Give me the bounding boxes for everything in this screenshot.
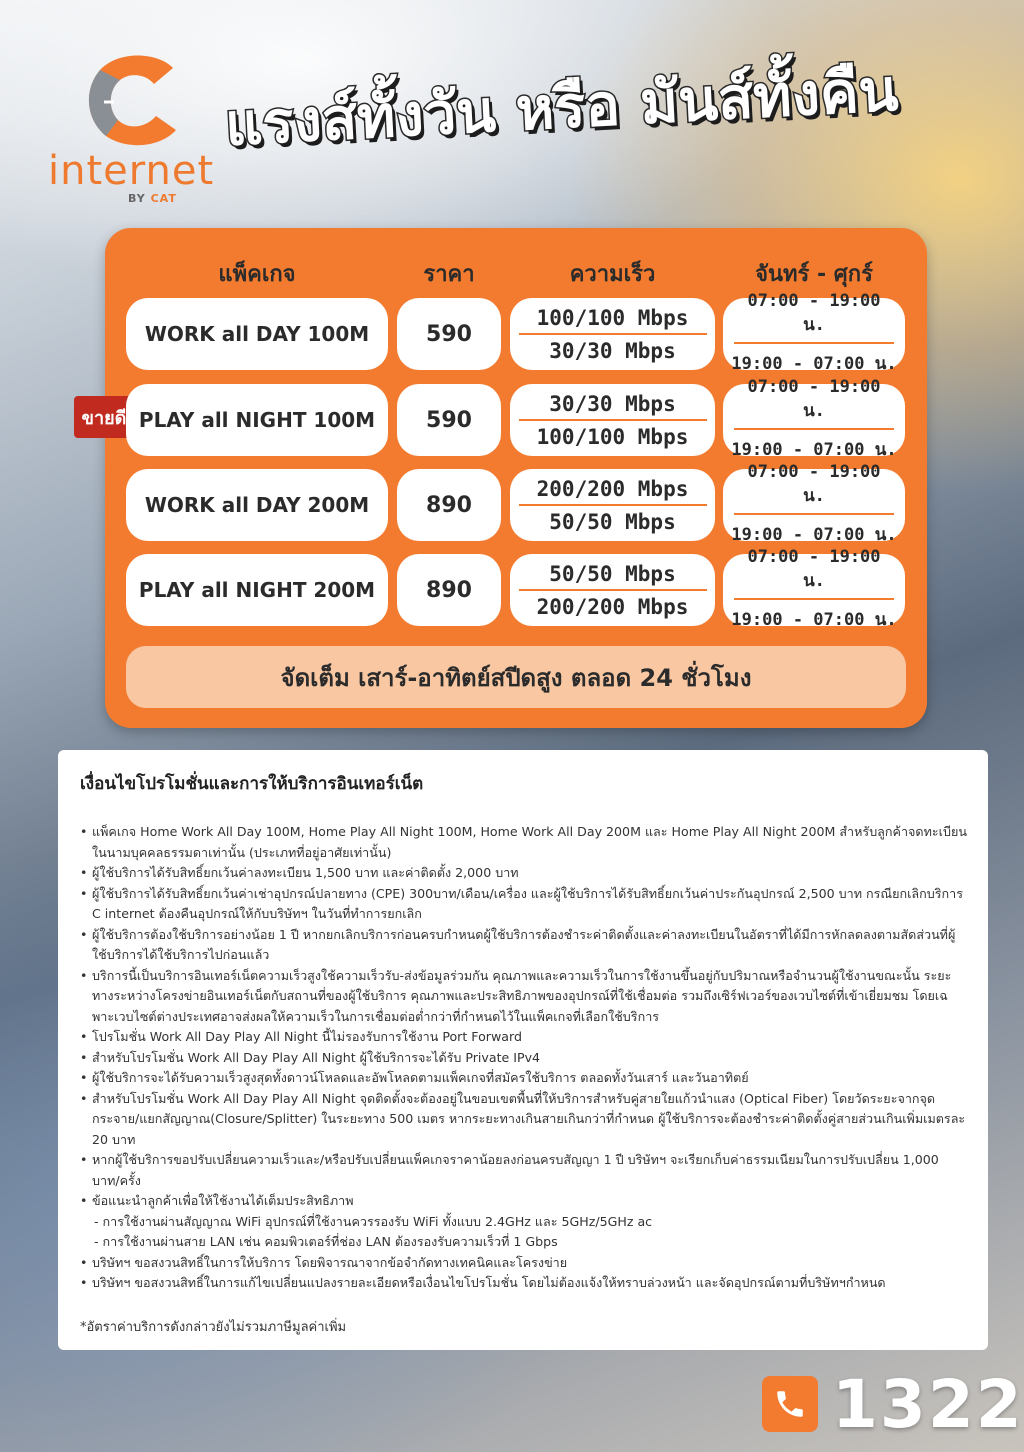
speed-day: 50/50 Mbps bbox=[519, 562, 707, 591]
package-name: PLAY all NIGHT 200M bbox=[126, 554, 388, 626]
terms-item: • สำหรับโปรโมชั่น Work All Day Play All Night ผู้ใช้บริการจะได้รับ Private IPv4 bbox=[80, 1048, 968, 1069]
brand-name: internet bbox=[48, 148, 215, 194]
terms-item: • ผู้ใช้บริการได้รับสิทธิ์ยกเว้นค่าลงทะเบียน 1,500 บาท และค่าติดตั้ง 2,000 บาท bbox=[80, 863, 968, 884]
package-speed bbox=[510, 554, 715, 626]
package-table bbox=[81, 228, 927, 728]
header-package: แพ็คเกจ bbox=[218, 262, 296, 287]
byline-company: CAT bbox=[150, 192, 177, 205]
speed-night: 30/30 Mbps bbox=[549, 338, 676, 363]
package-price: 590 bbox=[397, 384, 501, 456]
time-day: 07:00 - 19:00 น. bbox=[734, 291, 894, 344]
terms-sub-item: - การใช้งานผ่านสัญญาณ WiFi อุปกรณ์ที่ใช้งานควรรองรับ WiFi ทั้งแบบ 2.4GHz และ 5GHz/5GHz ac bbox=[94, 1213, 653, 1229]
package-speed bbox=[510, 298, 715, 370]
header-weekday: จันทร์ - ศุกร์ bbox=[755, 262, 873, 287]
terms-item: • สำหรับโปรโมชั่น Work All Day Play All Night จุดติดตั้งจะต้องอยู่ในขอบเขตพื้นที่ให้บริการสำหรับคู่สายใยแก้วนำแสง (Optical Fiber) โดยวัดระยะจากจุดกระจาย/แยกสัญญาณ(Closure/Splitter) ในระยะทาง 500 เมตร หากระยะทางเกินสายเกินกว่าที่กำหนด ผู้ใช้บริการจะต้องชำระค่าติดตั้งคู่สายส่วนเกินเพิ่มเมตรละ 20 บาท bbox=[80, 1089, 968, 1151]
time-day: 07:00 - 19:00 น. bbox=[734, 377, 894, 430]
terms-item: • ผู้ใช้บริการจะได้รับความเร็วสูงสุดทั้งดาวน์โหลดและอัพโหลดตามแพ็คเกจที่สมัครใช้บริการ ตลอดทั้งวันเสาร์ และวันอาทิตย์ bbox=[80, 1068, 968, 1089]
terms-list bbox=[80, 822, 968, 1294]
package-times bbox=[723, 291, 905, 374]
hotline[interactable] bbox=[762, 1365, 1024, 1443]
speed-night: 100/100 Mbps bbox=[536, 424, 689, 449]
terms-title: เงื่อนไขโปรโมชั่นและการให้บริการอินเทอร์เน็ต bbox=[80, 774, 424, 794]
terms-item: • ผู้ใช้บริการได้รับสิทธิ์ยกเว้นค่าเช่าอุปกรณ์ปลายทาง (CPE) 300บาท/เดือน/เครื่อง และผู้ใช้บริการได้รับสิทธิ์ยกเว้นค่าประกันอุปกรณ์ 2,500 บาท กรณียกเลิกบริการ C internet ต้องคืนอุปกรณ์ให้กับบริษัทฯ ในวันที่ทำการยกเลิก bbox=[80, 884, 968, 925]
terms-item: • แพ็คเกจ Home Work All Day 100M, Home Play All Night 100M, Home Work All Day 200M และ Home Play All Night 200M สำหรับลูกค้าจดทะเบียนในนามบุคคลธรรมดาเท่านั้น (ประเภทที่อยู่อาศัยเท่านั้น) bbox=[80, 822, 968, 863]
package-price: 590 bbox=[397, 298, 501, 370]
weekend-note: จัดเต็ม เสาร์-อาทิตย์สปีดสูง ตลอด 24 ชั่วโมง bbox=[126, 646, 906, 708]
terms-item: • ข้อแนะนำลูกค้าเพื่อให้ใช้งานได้เต็มประสิทธิภาพ bbox=[80, 1191, 968, 1212]
speed-day: 100/100 Mbps bbox=[519, 306, 707, 335]
package-name: PLAY all NIGHT 100M bbox=[126, 384, 388, 456]
terms-item: • ผู้ใช้บริการต้องใช้บริการอย่างน้อย 1 ปี หากยกเลิกบริการก่อนครบกำหนดผู้ใช้บริการต้องชำระค่าติดตั้งและค่าลงทะเบียนในอัตราที่ได้มีการหักลดลงตามสัดส่วนที่ผู้ใช้บริการได้ใช้บริการไปก่อนแล้ว bbox=[80, 925, 968, 966]
c-logo-icon bbox=[78, 50, 193, 150]
package-name: WORK all DAY 200M bbox=[126, 469, 388, 541]
terms-item: • โปรโมชั่น Work All Day Play All Night นี้ไม่รองรับการใช้งาน Port Forward bbox=[80, 1027, 968, 1048]
byline-prefix: BY bbox=[128, 192, 146, 205]
speed-night: 50/50 Mbps bbox=[549, 509, 676, 534]
vat-note: *อัตราค่าบริการดังกล่าวยังไม่รวมภาษีมูลค่าเพิ่ม bbox=[80, 1320, 347, 1335]
package-speed bbox=[510, 384, 715, 456]
bestseller-badge: ขายดี bbox=[74, 396, 134, 438]
package-price: 890 bbox=[397, 554, 501, 626]
phone-icon bbox=[762, 1376, 818, 1432]
terms-item: • บริษัทฯ ขอสงวนสิทธิ์ในการให้บริการ โดยพิจารณาจากข้อจำกัดทางเทคนิคและโครงข่าย bbox=[80, 1253, 968, 1274]
time-night: 19:00 - 07:00 น. bbox=[731, 525, 897, 545]
package-times bbox=[723, 377, 905, 460]
terms-sub-item: - การใช้งานผ่านสาย LAN เช่น คอมพิวเตอร์ที่ช่อง LAN ต้องรองรับความเร็วที่ 1 Gbps bbox=[94, 1234, 558, 1249]
header-speed: ความเร็ว bbox=[569, 262, 656, 287]
terms-item: • บริษัทฯ ขอสงวนสิทธิ์ในการแก้ไขเปลี่ยนแปลงรายละเอียดหรือเงื่อนไขโปรโมชั่น โดยไม่ต้องแจ้งให้ทราบล่วงหน้า และจัดอุปกรณ์ตามที่บริษัทฯกำหนด bbox=[80, 1273, 968, 1294]
package-times bbox=[723, 462, 905, 545]
brand-byline bbox=[128, 192, 177, 205]
terms-box bbox=[58, 750, 988, 1350]
speed-day: 30/30 Mbps bbox=[519, 392, 707, 421]
terms-item: • หากผู้ใช้บริการขอปรับเปลี่ยนความเร็วและ/หรือปรับเปลี่ยนแพ็คเกจราคาน้อยลงก่อนครบสัญญา 1 ปี บริษัทฯ จะเรียกเก็บค่าธรรมเนียมในการปรับเปลี่ยน 1,000 บาท/ครั้ง bbox=[80, 1150, 968, 1191]
hotline-number: 1322 bbox=[832, 1365, 1024, 1443]
time-day: 07:00 - 19:00 น. bbox=[734, 547, 894, 600]
headline: แรงส์ทั้งวัน หรือ มันส์ทั้งคืน bbox=[223, 55, 900, 159]
time-night: 19:00 - 07:00 น. bbox=[731, 354, 897, 374]
package-price: 890 bbox=[397, 469, 501, 541]
speed-night: 200/200 Mbps bbox=[536, 594, 689, 619]
time-night: 19:00 - 07:00 น. bbox=[731, 610, 897, 630]
package-times bbox=[723, 547, 905, 630]
package-speed bbox=[510, 469, 715, 541]
package-name: WORK all DAY 100M bbox=[126, 298, 388, 370]
time-night: 19:00 - 07:00 น. bbox=[731, 440, 897, 460]
header-price: ราคา bbox=[423, 262, 475, 287]
speed-day: 200/200 Mbps bbox=[519, 477, 707, 506]
time-day: 07:00 - 19:00 น. bbox=[734, 462, 894, 515]
terms-item: • บริการนี้เป็นบริการอินเทอร์เน็ตความเร็วสูงใช้ความเร็วรับ-ส่งข้อมูลร่วมกัน คุณภาพและความเร็วในการใช้งานขึ้นอยู่กับปริมาณหรือจำนวนผู้ใช้งานขณะนั้น ระยะทางระหว่างโครงข่ายอินเทอร์เน็ตกับสถานที่ของผู้ใช้บริการ คุณภาพและประสิทธิภาพของอุปกรณ์ที่ใช้เชื่อมต่อ รวมถึงเซิร์ฟเวอร์ของเวบไซต์ที่เข้าเยี่ยมชม โดยเฉพาะเวบไซต์ต่างประเทศอาจส่งผลให้ความเร็วในการเชื่อมต่อต่ำกว่าที่กำหนดไว้ในแพ็คเกจที่เลือกใช้บริการ bbox=[80, 966, 968, 1028]
